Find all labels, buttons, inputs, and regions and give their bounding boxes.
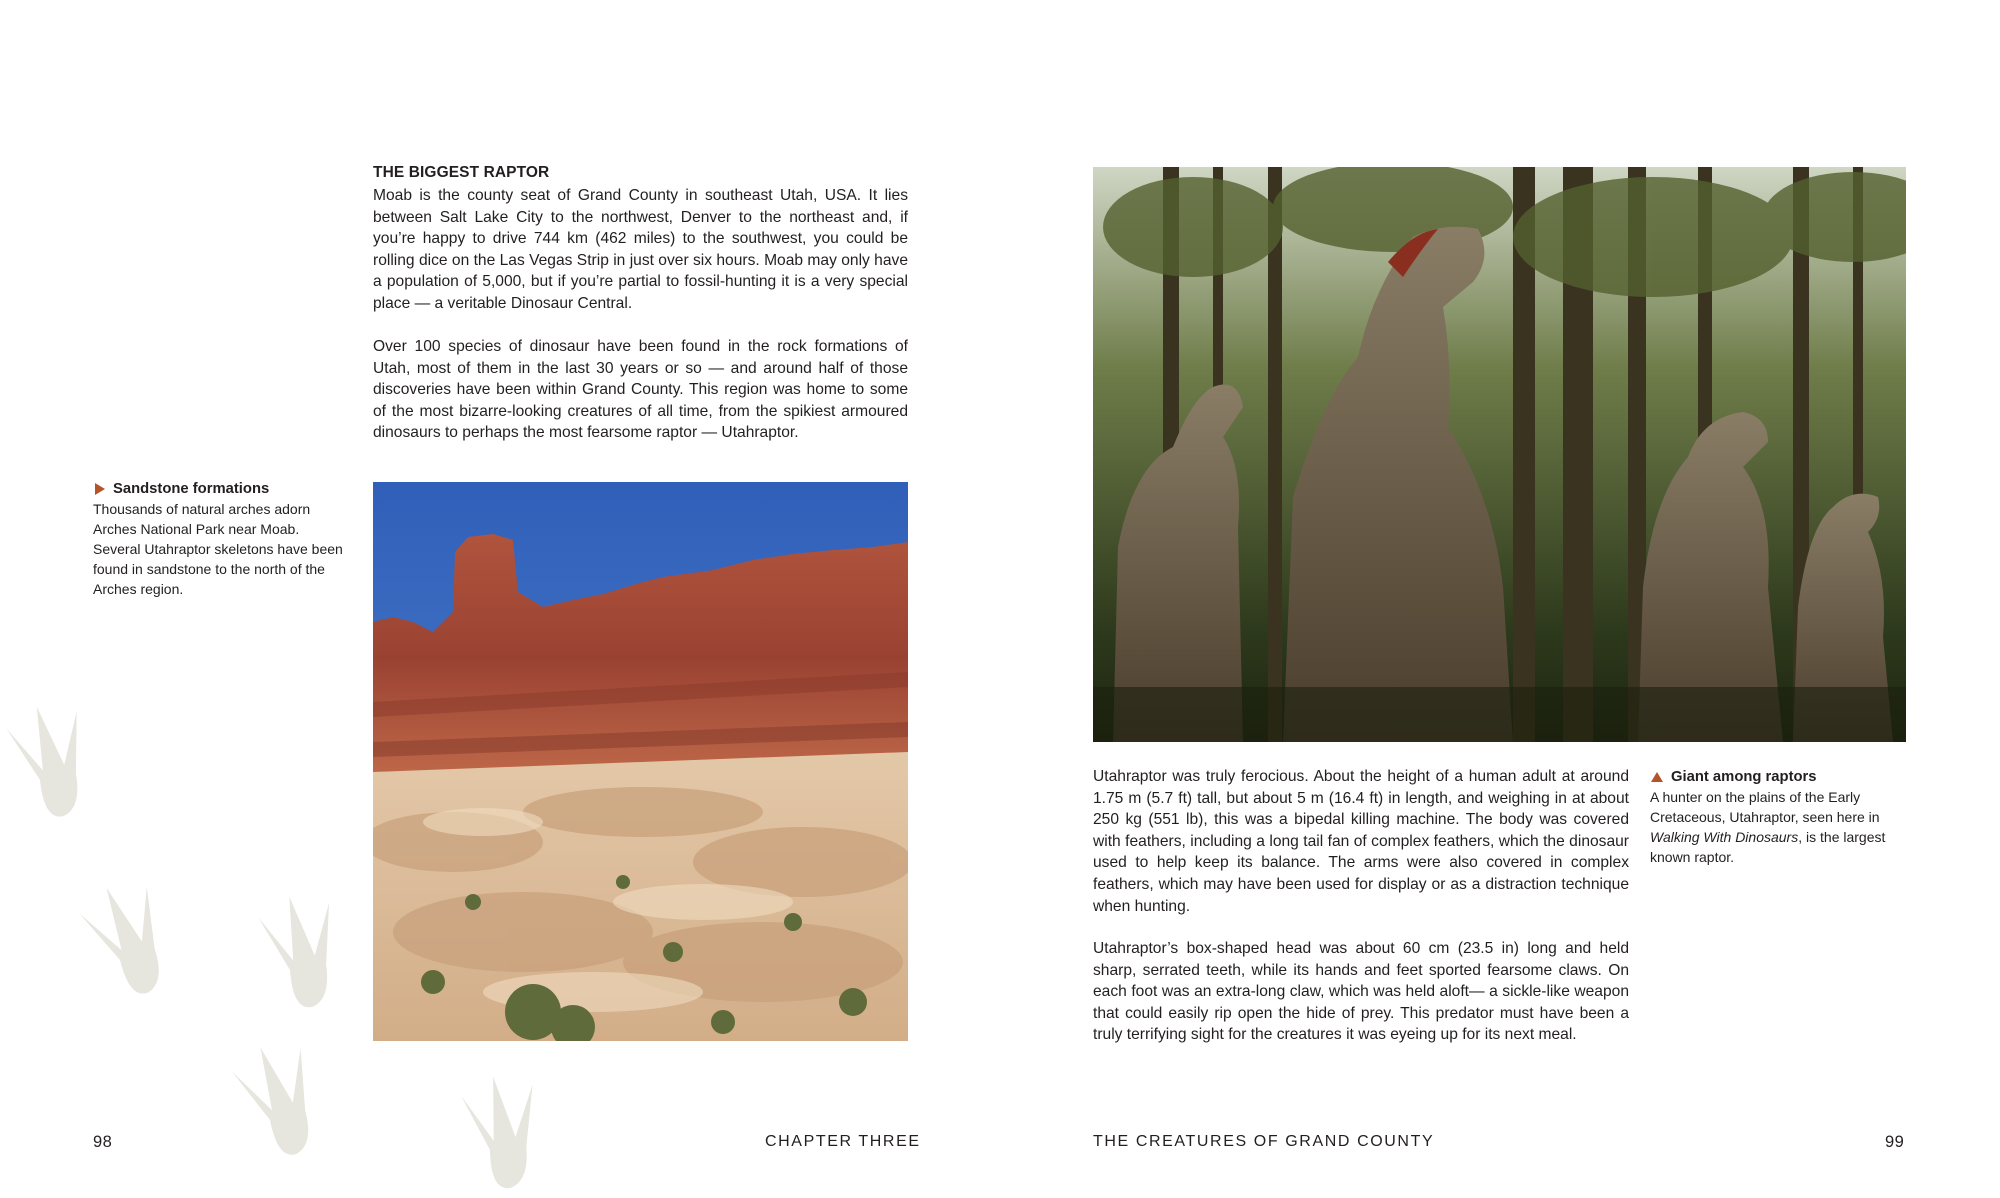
page-number-left: 98: [93, 1133, 113, 1151]
body-paragraph-ferocious: Utahraptor was truly ferocious. About the height of a human adult at around 1.75 m (5.7 ft) tall, but about 5 m (16.4 ft) in length, and weighing in at about 250 kg (551 lb), this was a bipedal killing machine. The body was covered with feathers, including a long tail fan of complex feathers, which the dinosaur used to help keep its balance. The arms were also covered in complex feathers, which may have been used for display or as a distraction technique when hunting.: [1093, 768, 1629, 915]
sandstone-formations-photo: [373, 482, 908, 1041]
caption-title: Giant among raptors: [1671, 769, 1817, 785]
running-head-right: THE CREATURES OF GRAND COUNTY: [1093, 1133, 1435, 1150]
triangle-right-icon: [95, 483, 105, 495]
section-heading: THE BIGGEST RAPTOR: [373, 164, 550, 181]
caption-body: Thousands of natural arches adorn Arches National Park near Moab. Several Utahraptor skeletons have been found in sandstone to the north of the Arches region.: [93, 501, 343, 597]
utahraptor-photo: [1093, 167, 1906, 742]
caption-title: Sandstone formations: [113, 481, 270, 497]
body-paragraph-head-claws: Utahraptor’s box-shaped head was about 60 cm (23.5 in) long and held sharp, serrated teeth, while its hands and feet sported fearsome claws. On each foot was an extra-long claw, which was held aloft— a sickle-like weapon that could easily rip open the hide of prey. This predator must have been a truly terrifying sight for the creatures it was eyeing up for its next meal.: [1093, 940, 1629, 1044]
caption-body: A hunter on the plains of the Early Cretaceous, Utahraptor, seen here in Walking With Dinosaurs, is the largest known raptor.: [1650, 789, 1886, 865]
body-paragraph-species: Over 100 species of dinosaur have been found in the rock formations of Utah, most of them in the last 30 years or so — and around half of those discoveries have been within Grand County. This region was home to some of the most bizarre-looking creatures of all time, from the spikiest armoured dinosaurs to perhaps the most fearsome raptor — Utahraptor.: [373, 338, 908, 442]
running-head-left: CHAPTER THREE: [765, 1133, 921, 1150]
triangle-up-icon: [1651, 772, 1663, 782]
body-paragraph-moab: Moab is the county seat of Grand County in southeast Utah, USA. It lies between Salt Lake City to the northwest, Denver to the northeast and, if you’re happy to drive 744 km (462 miles) to the southwest, you could be rolling dice on the Las Vegas Strip in just over six hours. Moab may only have a population of 5,000, but if you’re partial to fossil-hunting it is a very special place — a veritable Dinosaur Central.: [373, 187, 908, 312]
page-number-right: 99: [1885, 1133, 1905, 1151]
caption-giant-raptors: [1650, 767, 1890, 867]
caption-sandstone: [93, 479, 343, 599]
caption-italic-title: Walking With Dinosaurs: [1650, 829, 1799, 845]
